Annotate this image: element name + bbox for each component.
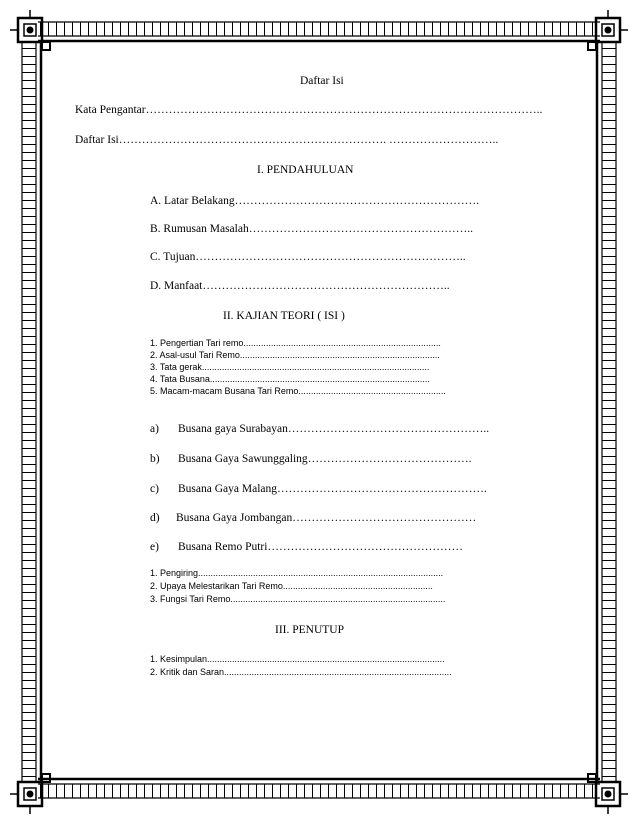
list-marker: d): [150, 512, 160, 524]
toc-entry: [150, 512, 476, 524]
list-marker: e): [150, 541, 159, 553]
toc-entry-label: 1. Pengiring: [150, 568, 199, 578]
toc-entry-label: B. Rumusan Masalah: [150, 223, 249, 235]
toc-entry-leader: ...........................................................................................: [224, 667, 452, 677]
toc-entry-label: Busana gaya Surabayan: [178, 423, 288, 435]
toc-entry-label: Busana Remo Putri: [178, 541, 268, 553]
toc-entry: [150, 453, 472, 465]
toc-entry-label: 5. Macam-macam Busana Tari Remo: [150, 386, 299, 396]
toc-entry-label: 2. Upaya Melestarikan Tari Remo: [150, 581, 283, 591]
toc-entry-label: Daftar Isi: [75, 134, 119, 146]
toc-entry-leader: ...............................................................................................: [207, 654, 445, 664]
toc-entry-leader: ……………………………………………………………..: [195, 251, 466, 263]
toc-entry-leader: ......................................................................................: [230, 594, 446, 604]
toc-entry-leader: ……………………………………………………….: [234, 195, 479, 207]
toc-entry-leader: …………………………………………………………………………………………..: [145, 104, 543, 116]
toc-entry-label: 4. Tata Busana: [150, 374, 210, 384]
toc-entry-leader: ........................................................................................: [209, 374, 430, 384]
toc-entry-leader: …………………………………………: [292, 512, 477, 524]
toc-entry: [150, 350, 440, 360]
page-title: Daftar Isi: [300, 75, 344, 87]
toc-entry-leader: ................................................................................: [239, 350, 440, 360]
toc-entry-leader: ………………………………………………………..: [202, 280, 450, 292]
toc-entry: [150, 251, 466, 263]
toc-entry-label: Busana Gaya Sawunggaling: [178, 453, 308, 465]
toc-entry-leader: …………………………………………………..: [248, 223, 473, 235]
toc-entry-leader: ……………………………………………..: [287, 423, 490, 435]
toc-entry: [150, 581, 433, 591]
section-heading-kajian-teori: II. KAJIAN TEORI ( ISI ): [223, 310, 345, 322]
toc-entry: [150, 195, 479, 207]
toc-entry-label: 3. Fungsi Tari Remo: [150, 594, 231, 604]
toc-entry: [150, 483, 487, 495]
toc-entry-label: 1. Pengertian Tari remo: [150, 338, 244, 348]
toc-entry: [150, 280, 450, 292]
toc-entry-label: Kata Pengantar: [75, 104, 146, 116]
section-heading-pendahuluan: I. PENDAHULUAN: [257, 164, 354, 176]
list-marker: c): [150, 483, 159, 495]
toc-entry: [150, 374, 430, 384]
toc-entry: [150, 667, 452, 677]
toc-entry-leader: ...........................................................: [298, 386, 446, 396]
toc-entry-leader: ……………………………………………….: [277, 483, 487, 495]
toc-entry-label: Busana Gaya Jombangan: [176, 512, 293, 524]
toc-entry-label: A. Latar Belakang: [150, 195, 235, 207]
toc-entry-label: 1. Kesimpulan: [150, 654, 208, 664]
toc-entry-daftar-isi: [75, 134, 498, 146]
toc-entry-leader: ..................................................................................................: [198, 568, 444, 578]
toc-entry-label: C. Tujuan: [150, 251, 196, 263]
list-marker: b): [150, 453, 160, 465]
list-marker: a): [150, 423, 159, 435]
toc-entry: [150, 386, 446, 396]
toc-entry-leader: ...........................................................................................: [201, 362, 430, 372]
toc-entry-label: 2. Kritik dan Saran: [150, 667, 225, 677]
toc-entry-label: 3. Tata gerak: [150, 362, 202, 372]
toc-entry-leader: ............................................................: [282, 581, 433, 591]
section-heading-penutup: III. PENUTUP: [275, 624, 344, 636]
toc-entry: [150, 338, 441, 348]
toc-entry: [150, 568, 443, 578]
toc-entry: [150, 654, 445, 664]
toc-entry-leader: ...............................................................................: [243, 338, 441, 348]
toc-entry-label: 2. Asal-usul Tari Remo: [150, 350, 240, 360]
toc-entry-leader: ……………………………………………: [267, 541, 463, 553]
toc-entry: [150, 362, 429, 372]
toc-entry-leader: …………………………………….: [307, 453, 472, 465]
toc-entry: [150, 594, 445, 604]
toc-entry-label: Busana Gaya Malang: [178, 483, 277, 495]
toc-entry: [150, 541, 463, 553]
toc-entry-leader: ……………………………………………………………. ………………………..: [118, 134, 499, 146]
toc-entry: [150, 223, 473, 235]
toc-entry: [150, 423, 489, 435]
toc-entry-label: D. Manfaat: [150, 280, 203, 292]
toc-entry-kata-pengantar: [75, 104, 542, 116]
